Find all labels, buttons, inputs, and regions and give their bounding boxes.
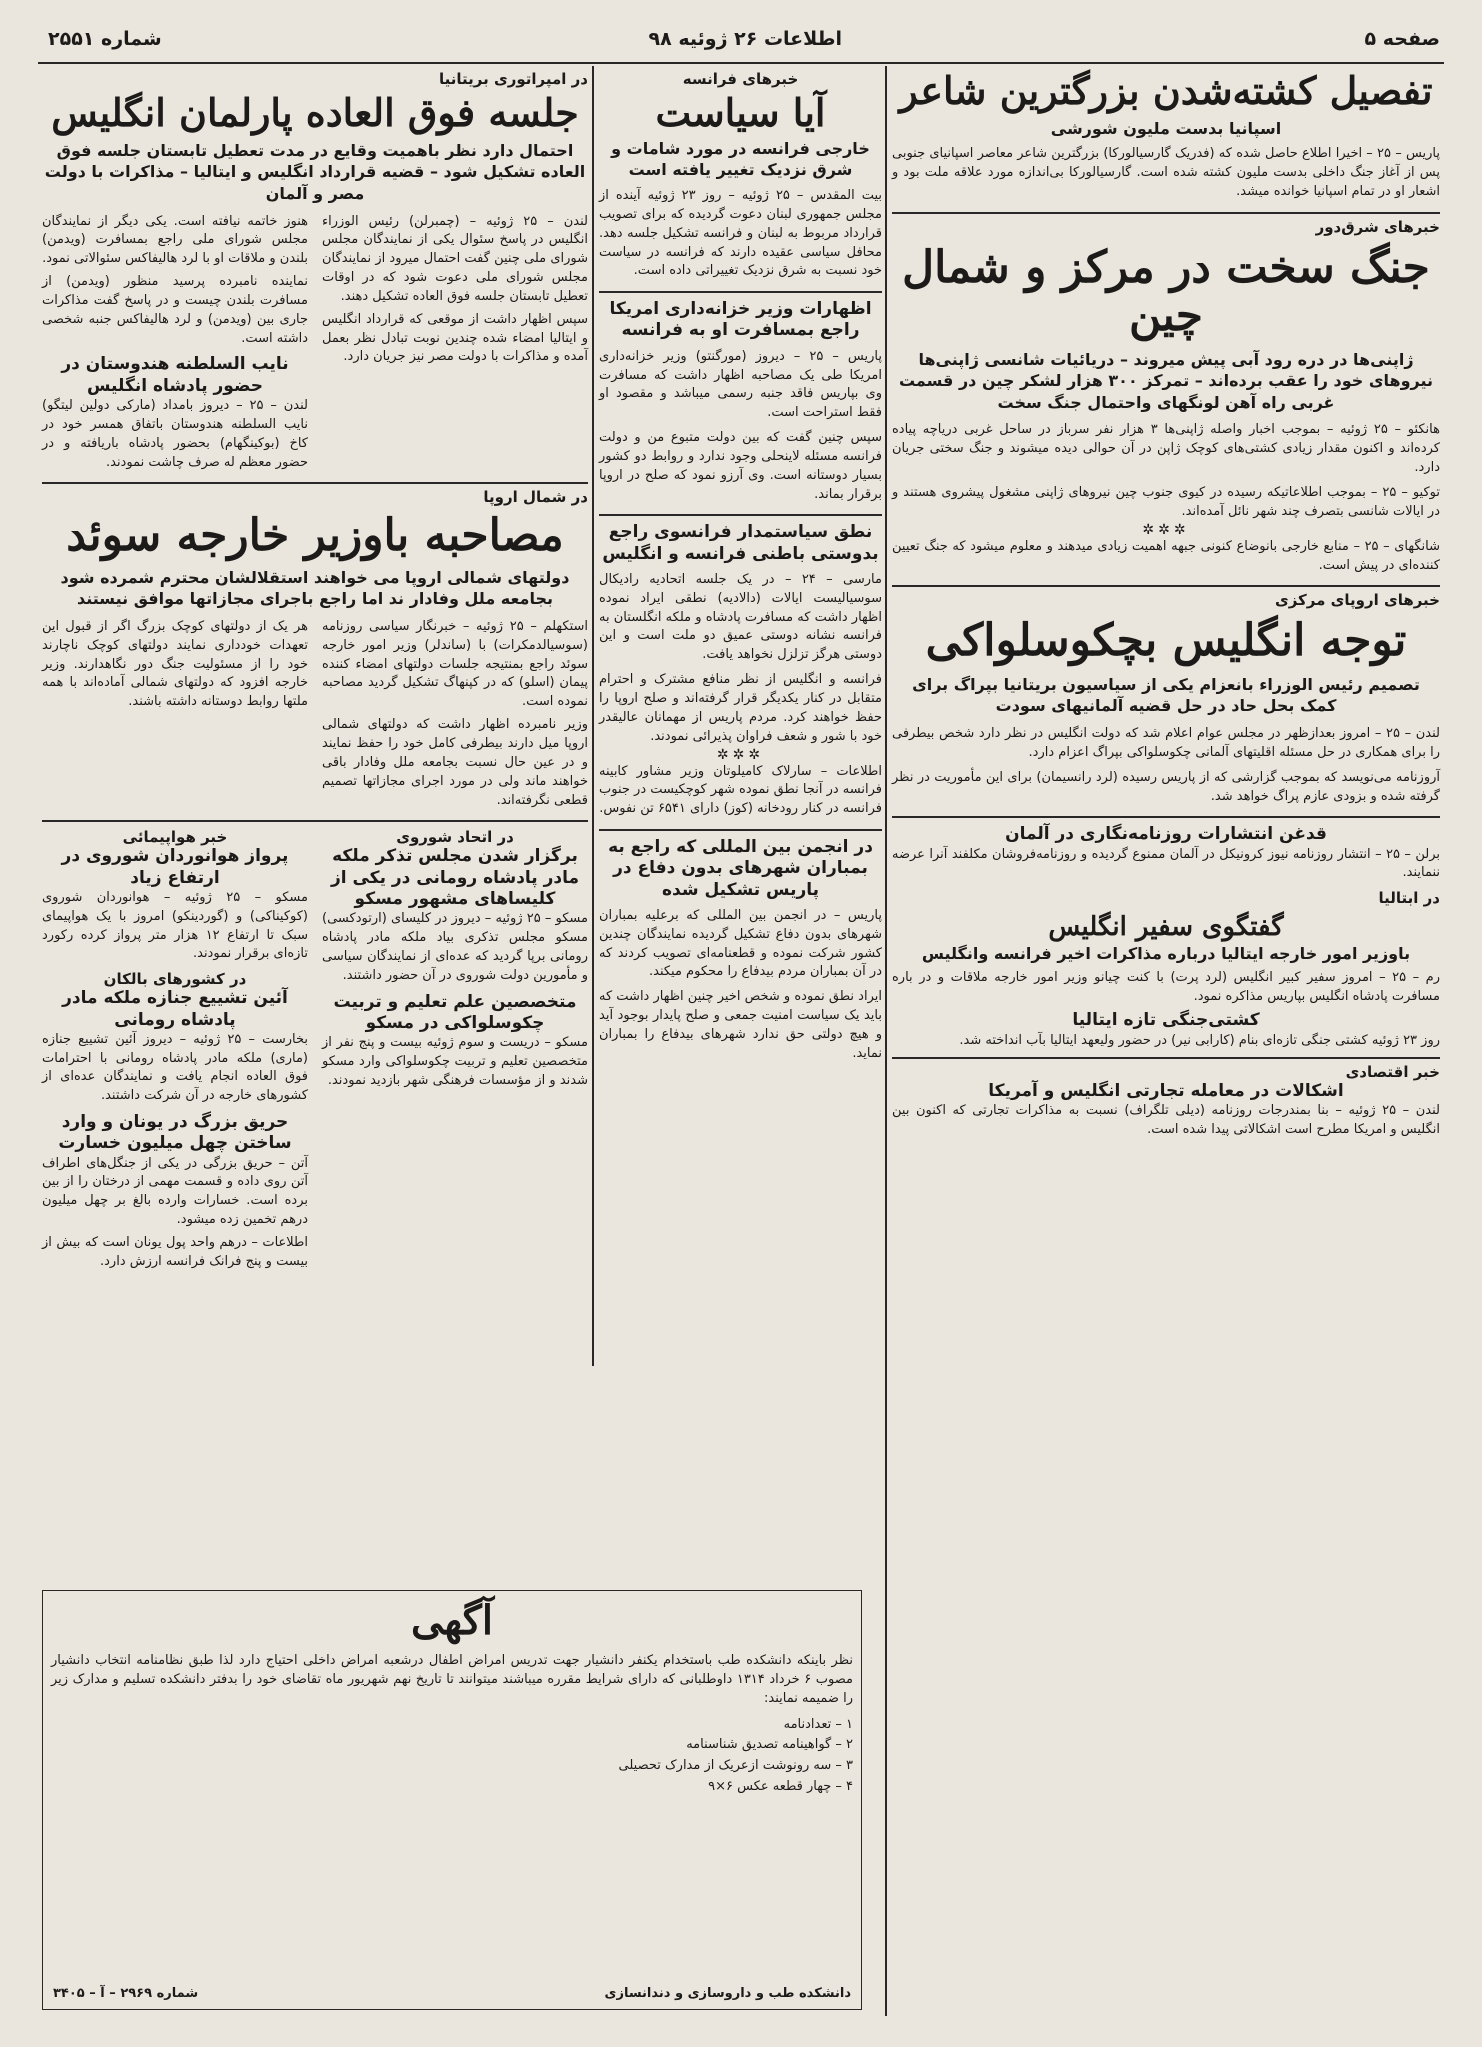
article-aviation: مسکو – ۲۵ ژوئیه – هوانوردان شوروی (کوکیناکی) و (گوردینکو) امروز با یک هواپیمای سبک تا ارتفاع ۱۲ هزار متر پرواز کرده رکورد تازه‌ای برقرار نمودند. [42, 889, 309, 962]
parliament-col-b [42, 213, 308, 473]
section-economy: خبر اقتصادی [892, 1057, 1440, 1081]
paper-dateline: اطلاعات ۲۶ ژوئیه ۹۸ [648, 28, 842, 50]
kicker-britain: در امپراتوری بریتانیا [439, 70, 588, 88]
article-china-3: شانگهای – ۲۵ – منابع خارجی بانوضاع کنونی جبهه اهمیت زیادی میدهند و معلوم میشود که جنگ تعیین کننده‌ای در پیش است. [892, 538, 1440, 573]
ad-body: نظر باینکه دانشکده طب باستخدام یکنفر دانشیار جهت تدریس امراض اطفال درشعبه امراض داخلی احتیاج دارد لذا طبق نظامنامه انتخاب دانشیار مصوب ۶ خرداد ۱۳۱۴ داوطلبانی که دارای شرایط مقرره میباشند میتوانند تا تاریخ نهم شهریور ماه تقاضای خود را بدفتر دانشکده تسلیم و مدارک زیر را ضمیمه نمایند: [51, 1653, 853, 1706]
article-parliament-4: نماینده نامبرده پرسید منظور (ویدمن) از مسافرت بلندن چیست و در پاسخ گفت مذاکرات جاری بین (ویدمن) و لرد هالیفاکس جنبه شخصی داشته است. [42, 274, 308, 346]
headline-china: جنگ سخت در مرکز و شمال چین [902, 241, 1430, 342]
article-raid-2: ایراد نطق نموده و شخص اخیر چنین اظهار داشت که باید یک سیاست امنیت جمعی و صلح پایدار بوجود آید و هیچ دولتی حق ندارد شهرهای بیدفاع را بمباران نماید. [599, 989, 882, 1061]
section-central-europe: خبرهای اروپای مرکزی [892, 585, 1440, 609]
ad-title: آگهی [411, 1597, 493, 1644]
section-balkan: در کشورهای بالکان [103, 970, 247, 989]
headline-fire: حریق بزرگ در یونان و وارد ساختن چهل میلیون خسارت [58, 1112, 292, 1154]
column-divider [592, 66, 594, 1366]
aviation-block [42, 828, 308, 1271]
deck-czech: تصمیم رئیس الوزراء بانعزام یکی از سیاسیون بریتانیا بپراگ برای کمک بحل حاد در حل قضیه آلمانیهای سودت [912, 674, 1420, 716]
article-speech-2: فرانسه و انگلیس از نظر منافع مشترک و احترام متقابل در کنار یکدیگر قرار گرفته‌اند و صلح اروپا را حفظ خواهند کرد. مردم پاریس از مهمانان عالیقدر خود با شور و شعف فراوان پذیرائی نمودند. [599, 672, 882, 744]
ad-requirements [51, 1715, 853, 1798]
headline-soviet: برگزار شدن مجلس تذکر ملکه مادر پادشاه رومانی در یکی از کلیساهای مشهور مسکو [330, 846, 580, 909]
headline-talk: گفتگوی سفیر انگلیس [1048, 912, 1284, 943]
bottom-row [892, 816, 1440, 883]
article-talk: رم – ۲۵ – امروز سفیر کبیر انگلیس (لرد پرت) با کنت چیانو وزیر امور خارجه ملاقات و در باره مسافرت پادشاه انگلیس بپاریس مذاکره نمود. [892, 969, 1441, 1004]
article-viceroy: لندن – ۲۵ – دیروز بامداد (مارکی دولین لیتگو) نایب السلطنه هندوستان باتفاق همسر خود در کاخ (بوکینگهام) بحضور پادشاه باریافته و در حضور معظم له صرف چاشت نمودند. [42, 397, 308, 470]
section-north-europe: در شمال اروپا [42, 482, 588, 506]
article-economy: لندن – ۲۵ ژوئیه – بنا بمندرجات روزنامه (دیلی تلگراف) نسبت به مذاکرات تجارتی که اکنون بین انگلیس و امریکا مطرح است اشکالاتی پیدا شده است. [892, 1102, 1440, 1137]
section-britain: در ابتالیا [1378, 889, 1440, 908]
sweden-col-b [42, 618, 308, 810]
ad-item: ۱ – تعدادنامه [783, 1716, 853, 1732]
ad-footer-signature: دانشکده طب و داروسازی و دندانسازی [604, 1986, 851, 2001]
sweden-col-a [322, 618, 588, 810]
deck-parliament: احتمال دارد نظر باهمیت وقایع در مدت تعطیل تابستان جلسه فوق العاده تشکیل شود – قضیه قرارداد انگلیس و ایتالیا – مذاکرات با دولت مصر و آلمان [44, 140, 586, 203]
headline-morgenthau: اظهارات وزیر خزانه‌داری امریکا راجع بمسافرت او به فرانسه [599, 291, 882, 342]
article-pedagogy: مسکو – دریست و سوم ژوئیه بیست و پنج نفر از متخصصین تعلیم و تربیت چکوسلواکی وارد مسکو شدند و از مؤسسات فرهنگی شهر بازدید نمودند. [322, 1035, 588, 1088]
issue-number: شماره ۲۵۵۱ [48, 28, 162, 50]
column-middle [599, 70, 882, 1064]
headline-funeral: آئین تشییع جنازه ملکه مادر پادشاه رومانی [62, 988, 288, 1030]
article-sweden-2: وزیر نامبرده اظهار داشت که دولتهای شمالی اروپا میل دارند بیطرفی کامل خود را حفظ نمایند و در عین حال نسبت بجامعه ملل وفادار باقی خواهند ماند ولی در مورد اجرای مجازاتها تصمیم قطعی نگرفته‌اند. [322, 717, 588, 808]
article-soviet: مسکو – ۲۵ ژوئیه – دیروز در کلیسای (ارتودکسی) مسکو مجلس تذکری بیاد ملکه مادر پادشاه رومانی برپا گردید که عده‌ای از نمایندگان سیاسی و مأمورین دولت شوروی در آن حضور داشتند. [322, 911, 588, 983]
sweden-body [42, 618, 588, 810]
page-number: صفحه ۵ [1364, 28, 1440, 50]
headline-ship: کشتی‌جنگی تازه ایتالیا [1072, 1010, 1260, 1031]
advertisement-box [42, 1590, 862, 2010]
headline-pedagogy: متخصصین علم تعلیم و تربیت چکوسلواکی در مسکو [333, 991, 577, 1033]
article-parliament-3: هنوز خاتمه نیافته است. یکی دیگر از نمایندگان مجلس شورای ملی راجع بمسافرت (ویدمن) بلندن و ملاقات او با لرد هالیفاکس سئوالاتی نمود. [42, 213, 308, 267]
column-left [42, 70, 588, 1272]
article-parliament: لندن – ۲۵ ژوئیه – (چمبرلن) رئیس الوزراء انگلیس در پاسخ سئوال یکی از نمایندگان مجلس شورای ملی چنین گفت احتمال میرود از نمایندگان مجلس شورای ملی دعوت شود که در اوقات تعطیل تابستان جلسه فوق العاده تشکیل دهند. [322, 213, 588, 304]
article-china-2: توکیو – ۲۵ – بموجب اطلاعاتیکه رسیده در کیوی جنوب چین نیروهای ژاپنی مشغول پیشروی هستند و در ایالات شانسی بتصرف چند شهر نائل آمده‌اند. [892, 485, 1440, 519]
article-raid: پاریس – در انجمن بین المللی که برعلیه بمباران شهرهای بدون دفاع تشکیل گردیده نمایندگان چندین کشور شرکت نموده و قطعنامه‌ای تصویب کردند که در آن بمباران مردم بیدفاع را محکوم میکند. [599, 907, 882, 980]
article-parliament-2: سپس اظهار داشت از موقعی که قرارداد انگلیس و ایتالیا امضاء شده چندین نوبت تبادل نظر بعمل آمده و مذاکرات با دولت مصر نیز جریان دارد. [322, 311, 588, 365]
article-morgenthau: پاریس – ۲۵ – دیروز (مورگنتو) وزیر خزانه‌داری امریکا طی یک مصاحبه اظهار داشت که مسافرت وی بپاریس فاقد جنبه رسمی میباشد و مقصود او فقط استراحت است. [599, 348, 882, 421]
ad-item: ۴ – چهار قطعه عکس ۶×۹ [708, 1778, 853, 1794]
ad-item: ۳ – سه رونوشت ازعریک از مدارک تحصیلی [618, 1758, 853, 1774]
headline-raid: در انجمن بین المللی که راجع به بمباران شهرهای بدون دفاع در پاریس تشکیل شده [599, 829, 882, 901]
ad-footer-number: شماره ۲۹۶۹ – آ – ۳۴۰۵ [53, 1986, 199, 2001]
headline-poet: تفصیل کشته‌شدن بزرگترین شاعر [899, 68, 1433, 113]
headline-czech: توجه انگلیس بچکوسلواکی [925, 615, 1407, 667]
separator-stars: ✲✲✲ [716, 746, 765, 763]
article-czech: لندن – ۲۵ – امروز بعدازظهر در مجلس عوام اعلام شد که دولت انگلیس در نظر دارد شخص بیطرفی را برای همکاری در حل مسئله اقلیتهای آلمانی چکوسلواکی بپراگ اعزام دارد. [892, 725, 1440, 760]
ban-article [892, 824, 1440, 883]
deck-sweden: دولتهای شمالی اروپا می خواهند استقلالشان محترم شمرده شود بجامعه ملل وفادار ند اما راجع باجرای مجازاتها موافق نیستند [60, 567, 570, 609]
headline-viceroy: نایب السلطنه هندوستان در حضور پادشاه انگلیس [61, 354, 289, 396]
headline-economy: اشکالات در معامله تجارتی انگلیس و آمریکا [988, 1080, 1344, 1101]
section-soviet: در اتحاد شوروی [396, 828, 514, 847]
article-poet: پاریس – ۲۵ – اخیرا اطلاع حاصل شده که (فدریک گارسیالورکا) بزرگترین شاعر معاصر اسپانیای جنوبی پس از آغاز جنگ داخلی بدست ملیون کشته شده است. گارسیالورکا بی‌اندازه مورد علاقه ملت بود و اشعار او در تمام اسپانیا خوانده میشد. [892, 146, 1440, 200]
article-ship: روز ۲۳ ژوئیه کشتی جنگی تازه‌ای بنام (کارابی نیر) در حضور ولیعهد ایتالیا بآب انداخته شد. [959, 1032, 1440, 1048]
article-funeral: بخارست – ۲۵ ژوئیه – دیروز آئین تشییع جنازه (ماری) ملکه مادر پادشاه رومانی با احترامات فوق العاده انجام یافت و نمایندگان عده‌ای از کشورهای خارجه در آن شرکت داشتند. [42, 1031, 308, 1104]
deck-china: ژاپنی‌ها در دره رود آبی پیش میروند – دریائیات شانسی ژاپنی‌ها نیروهای خود را عقب برده‌اند – تمرکز ۳۰۰ هزار لشکر چین در قسمت غربی راه آهن لونگهای واحتمال جنگ سخت [898, 349, 1434, 412]
article-fire: آتن – حریق بزرگی در یکی از جنگل‌های اطراف آتن روی داده و قسمت مهمی از درختان را از بین برده است. خسارات وارده بالغ بر چهل میلیون درهم تخمین زده میشود. [42, 1155, 308, 1228]
column-right [892, 70, 1440, 1139]
lower-row [42, 820, 588, 1271]
separator-stars: ✲✲✲ [1142, 521, 1190, 538]
section-aviation: خبر هواپیمائی [122, 828, 228, 847]
headline-parliament: جلسه فوق العاده پارلمان انگلیس [51, 90, 579, 135]
deck-france: خارجی فرانسه در مورد شامات و شرق نزدیک تغییر یافته است [611, 138, 870, 180]
headline-sweden: مصاحبه باوزیر خارجه سوئد [66, 510, 564, 562]
deck-poet: اسپانیا بدست ملیون شورشی [1050, 118, 1282, 138]
kicker-france: خبرهای فرانسه [682, 70, 799, 88]
headline-france: آیا سیاست [655, 90, 826, 135]
header-rule [38, 62, 1444, 64]
column-divider [885, 66, 887, 2016]
article-morgenthau-2: سپس چنین گفت که بین دولت متبوع من و دولت فرانسه مسئله لاینحلی وجود ندارد و روابط دو کشور بسیار دوستانه است. وی آرزو نمود که صلح در اروپا برقرار بماند. [599, 430, 882, 502]
article-sweden-3: هر یک از دولتهای کوچک بزرگ اگر از قبول این تعهدات خودداری نمایند دولتهای کوچک ناچارند خود را از مسئولیت جنگ دور نگاهدارند. وزیر خارجه افزود که دولتهای شمالی آماده‌اند با همه ملتها روابط دوستانه داشته باشند. [42, 618, 308, 710]
headline-aviation: پرواز هوانوردان شوروی در ارتفاع زیاد [61, 846, 289, 888]
parliament-body [42, 213, 588, 473]
ad-item: ۲ – گواهینامه تصدیق شناسنامه [686, 1737, 853, 1753]
article-czech-2: آروزنامه می‌نویسد که بموجب گزارشی که از پاریس رسیده (لرد رانسیمان) برای این مأموریت در نظر گرفته شده و بزودی عازم پراگ خواهد شد. [892, 769, 1440, 804]
article-sweden: استکهلم – ۲۵ ژوئیه – خبرنگار سیاسی روزنامه (سوسیالدمکرات) با (ساندلر) وزیر امور خارجه سوئد راجع بمنتیجه جلسات دولتهای امضاء کننده پیمان (اسلو) که در کپنهاگ تشکیل گردید مصاحبه نموده است. [322, 618, 588, 710]
headline-speech: نطق سیاستمدار فرانسوی راجع بدوستی باطنی فرانسه و انگلیس [599, 514, 882, 565]
soviet-block [322, 828, 588, 1271]
headline-ban: قدغن انتشارات روزنامه‌نگاری در آلمان [1005, 824, 1327, 845]
article-ban: برلن – ۲۵ – انتشار روزنامه نیوز کرونیکل در آلمان ممنوع گردیده و روزنامه‌فروشان مکلفند آنرا عرضه ننمایند. [892, 846, 1441, 881]
fire-note: اطلاعات – درهم واحد پول یونان است که بیش از بیست و پنج فرانک فرانسه ارزش دارد. [42, 1235, 308, 1269]
section-far-east: خبرهای شرق‌دور [892, 212, 1440, 236]
editor-note: اطلاعات – سارلاک کامیلوتان وزیر مشاور کابینه فرانسه در آنجا نطق نموده شهر کوچکیست در جنوب فرانسه در کنار رودخانه (کوز) دارای ۶۵۴۱ تن نفوس. [599, 763, 882, 817]
deck-talk: باوزیر امور خارجه ایتالیا درباره مذاکرات اخیر فرانسه وانگلیس [921, 944, 1411, 964]
article-speech: مارسی – ۲۴ – در یک جلسه اتحادیه رادیکال سوسیالیست ایالات (دالادیه) نطقی ایراد نموده اظهار داشت که مسافرت پادشاه و ملکه انگلستان به فرانسه نشانه دوستی عمیق دو ملت است و این دوستی هرگز تزلزل نخواهد یافت. [599, 571, 882, 663]
article-france: بیت المقدس – ۲۵ ژوئیه – روز ۲۳ ژوئیه آینده از مجلس جمهوری لبنان دعوت گردیده که برای تصویب قرارداد مربوط به لبنان و فرانسه تشکیل جلسه دهد. محافل سیاسی عقیده دارند که فرانسه در سیاست خود نسبت به شرق نزدیک تغییراتی داده است. [599, 187, 883, 279]
article-china: هانکئو – ۲۵ ژوئیه – بموجب اخبار واصله ژاپنی‌ها ۳ هزار نفر سرباز در ساحل غربی دریاچه پیاده کرده‌اند و اکنون مقدار زیادی کشتی‌های کوچک ژاپن در آن حوالی دیده میشوند و جنگ سختی جریان دارد. [892, 422, 1440, 476]
parliament-col-a [322, 213, 588, 473]
